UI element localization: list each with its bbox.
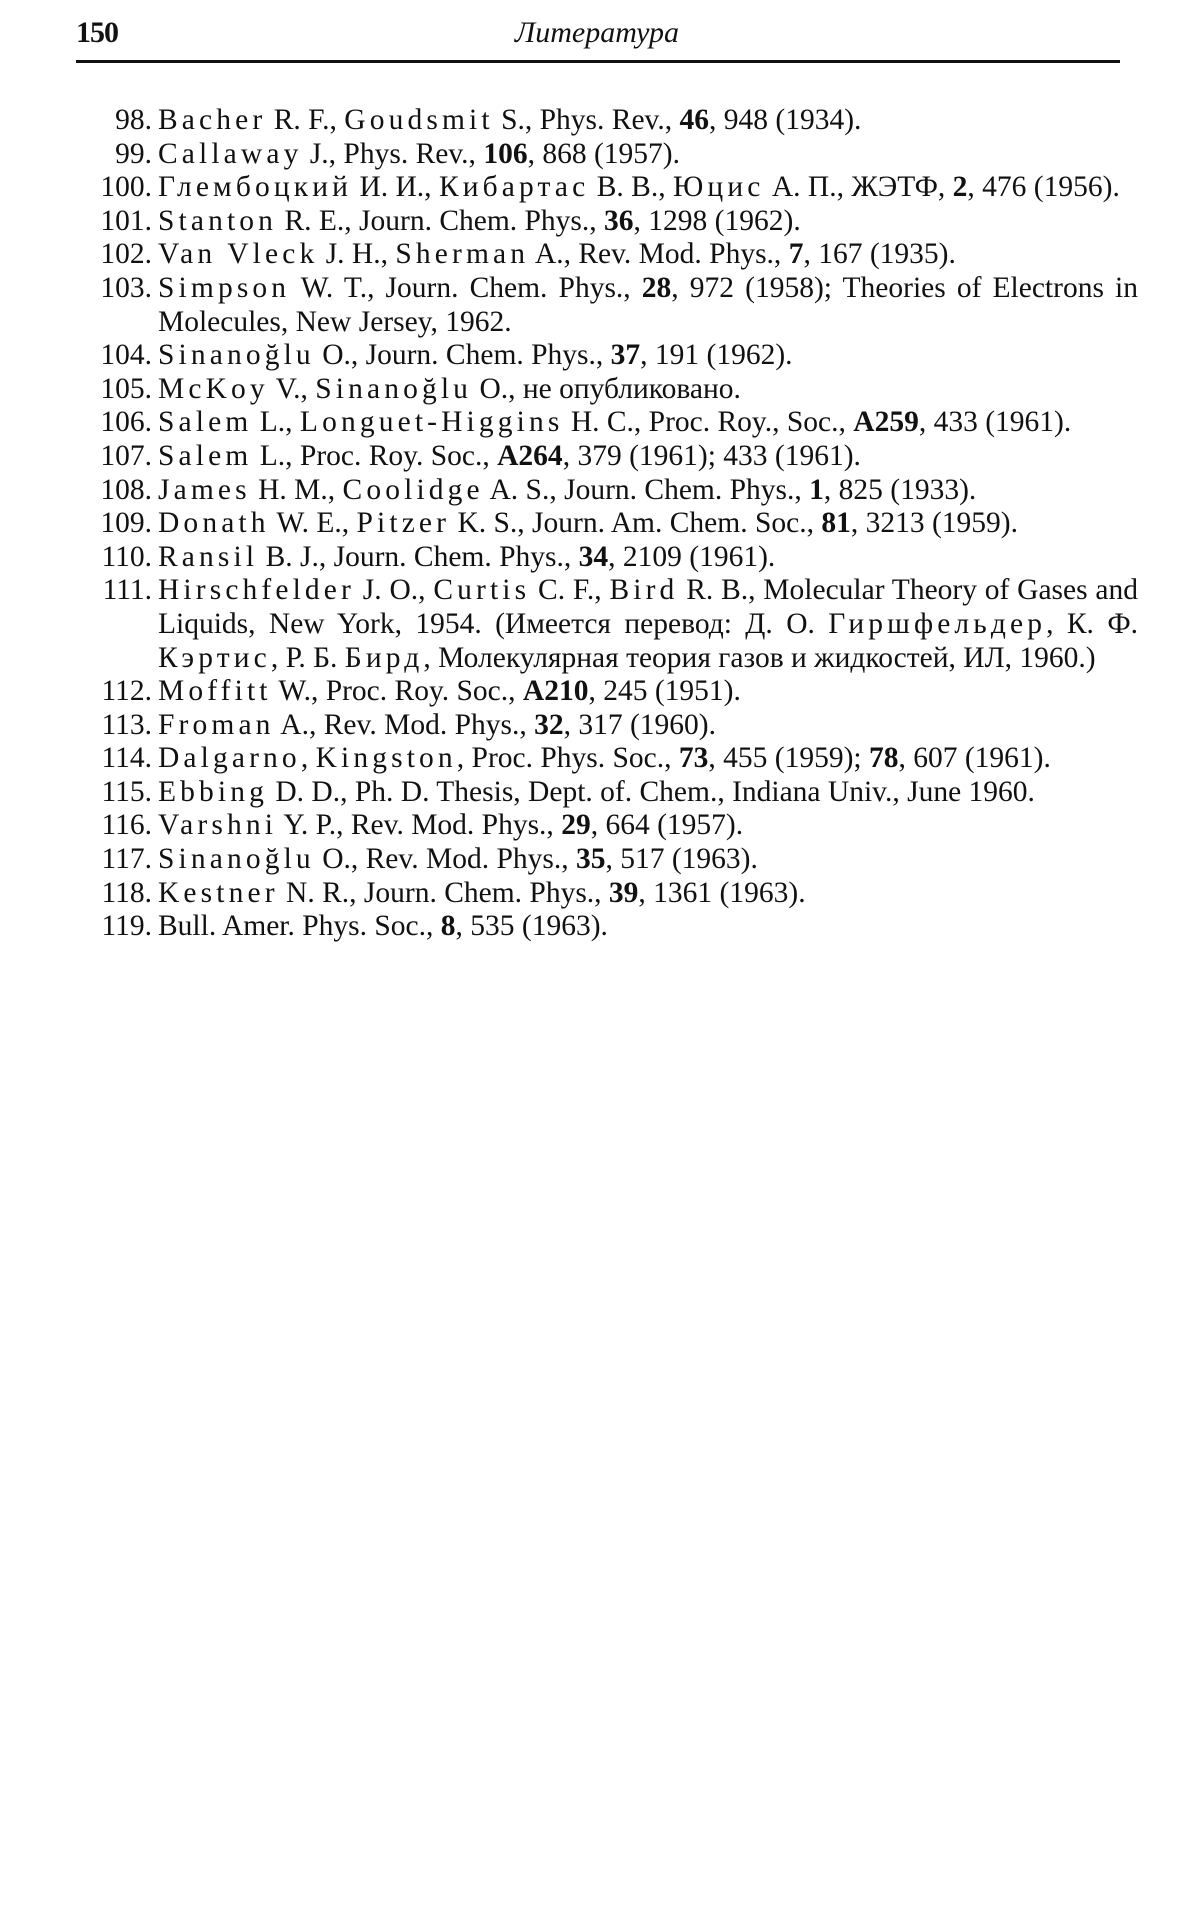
author-name: Sherman (395, 238, 530, 271)
author-name: Ransil (158, 540, 259, 573)
author-name: Кэртис (158, 641, 271, 674)
citation-text: L., Proc. Roy. Soc., (252, 439, 498, 472)
reference-text (155, 910, 1138, 944)
reference-text (155, 742, 1138, 776)
author-name: Sinanoğlu (315, 372, 473, 405)
author-name: Bacher (158, 104, 267, 136)
volume-number: 7 (788, 238, 804, 271)
running-title: Литература (514, 16, 680, 49)
reference-list (80, 104, 1138, 944)
reference-number: 115. (101, 775, 152, 808)
citation-text: Bull. Amer. Phys. Soc., (158, 910, 441, 943)
author-name: Salem (158, 439, 253, 472)
citation-text: D. D., Ph. D. Thesis, Dept. of. Chem., Indiana Univ., June 1960. (268, 775, 1035, 808)
reference-text (155, 877, 1138, 911)
reference-number: 105. (100, 372, 152, 405)
reference-item (80, 809, 1138, 843)
volume-number: 73 (678, 742, 709, 775)
reference-number: 102. (100, 238, 152, 271)
reference-text (155, 406, 1138, 440)
reference-number: 117. (101, 843, 152, 876)
reference-text (155, 574, 1138, 675)
reference-item (80, 406, 1138, 440)
citation-text: J. O., (355, 574, 434, 607)
author-name: Varshni (158, 809, 278, 842)
citation-text: , 664 (1957). (590, 809, 744, 842)
citation-text: J. H., (318, 238, 396, 271)
author-name: Sinanoğlu (158, 339, 315, 372)
reference-item (80, 742, 1138, 776)
reference-number: 98. (115, 104, 152, 136)
author-name: Sinanoğlu (158, 843, 315, 876)
reference-number: 104. (100, 339, 152, 372)
volume-number: 8 (440, 910, 456, 943)
page-number: 150 (76, 16, 118, 49)
volume-number: 32 (534, 708, 564, 741)
reference-item (80, 104, 1138, 138)
reference-number: 108. (100, 473, 152, 506)
citation-text: Y. P., Rev. Mod. Phys., (277, 809, 562, 842)
reference-number: 100. (100, 171, 152, 204)
citation-text: R. B., Molecular Theory of Gases and Liquids, New York, 1954. (Имеется перевод: Д. О. (158, 574, 1138, 640)
citation-text: , 476 (1956). (967, 171, 1120, 204)
reference-item (80, 373, 1138, 407)
citation-text: A., Rev. Mod. Phys., (274, 708, 535, 741)
citation-text: , 3213 (1959). (850, 507, 1018, 540)
reference-number: 101. (100, 204, 152, 237)
citation-text: , 825 (1933). (823, 473, 977, 506)
reference-number: 109. (100, 507, 152, 540)
reference-number: 116. (101, 809, 152, 842)
reference-number: 106. (100, 406, 152, 439)
reference-text (155, 272, 1138, 339)
volume-number: A264 (497, 439, 563, 472)
citation-text: A., Rev. Mod. Phys., (529, 238, 789, 271)
reference-item (80, 474, 1138, 508)
volume-number: 39 (608, 876, 639, 909)
volume-number: A259 (853, 406, 919, 439)
reference-text (155, 776, 1138, 810)
volume-number: 78 (868, 742, 899, 775)
citation-text: S., Phys. Rev., (493, 104, 680, 136)
author-name: Simpson (158, 271, 291, 304)
reference-number: 112. (101, 675, 152, 708)
reference-item (80, 507, 1138, 541)
citation-text: W. E., (269, 507, 357, 540)
reference-item (80, 776, 1138, 810)
reference-item (80, 877, 1138, 911)
citation-text: J., Phys. Rev., (302, 137, 484, 170)
reference-item (80, 574, 1138, 675)
citation-text: , 1298 (1962). (633, 204, 801, 237)
author-name: Callaway (158, 137, 303, 170)
reference-number: 107. (100, 439, 152, 472)
reference-item (80, 440, 1138, 474)
author-name: Бирд (344, 641, 424, 674)
volume-number: 81 (821, 507, 851, 540)
reference-number: 113. (101, 708, 152, 741)
author-name: Moffitt (158, 675, 272, 708)
reference-number: 103. (100, 271, 152, 304)
author-name: Kestner (158, 876, 279, 909)
citation-text: , 433 (1961). (918, 406, 1072, 439)
reference-item (80, 709, 1138, 743)
volume-number: 36 (604, 204, 634, 237)
reference-text (155, 205, 1138, 239)
reference-text (155, 440, 1138, 474)
running-head (72, 14, 1122, 58)
volume-number: 28 (641, 271, 672, 304)
reference-text (155, 238, 1138, 272)
volume-number: 34 (578, 540, 609, 573)
reference-number: 110. (101, 540, 152, 573)
citation-text: , (300, 742, 316, 775)
citation-text: W., Proc. Roy. Soc., (271, 675, 523, 708)
volume-number: 37 (610, 339, 641, 372)
citation-text: , 948 (1934). (709, 104, 862, 136)
author-name: Salem (158, 406, 253, 439)
citation-text: , 245 (1951). (588, 675, 741, 708)
reference-text (155, 541, 1138, 575)
reference-text (155, 138, 1138, 172)
author-name: Гиршфельдер (828, 607, 1047, 640)
citation-text: A. S., Journ. Chem. Phys., (483, 473, 810, 506)
reference-item (80, 675, 1138, 709)
citation-text: , 535 (1963). (455, 910, 608, 943)
reference-text (155, 373, 1138, 407)
citation-text: , К. Ф. (1046, 607, 1139, 640)
volume-number: 1 (809, 473, 824, 506)
citation-text: , 1361 (1963). (638, 876, 806, 909)
citation-text: , 455 (1959); (708, 742, 869, 775)
reference-number: 99. (115, 137, 152, 170)
volume-number: 29 (561, 809, 591, 842)
reference-item (80, 272, 1138, 339)
reference-text (155, 474, 1138, 508)
reference-text (155, 675, 1138, 709)
citation-text: И. И., (352, 171, 439, 204)
citation-text: R. E., Journ. Chem. Phys., (277, 204, 605, 237)
reference-item (80, 138, 1138, 172)
author-name: Bird (609, 574, 679, 607)
author-name: Юцис (672, 171, 765, 204)
author-name: Goudsmit (344, 104, 494, 136)
author-name: Kingston (315, 742, 457, 775)
citation-text: , Proc. Phys. Soc., (456, 742, 679, 775)
author-name: Longuet-Higgins (299, 406, 564, 439)
author-name: Hirschfelder (158, 574, 355, 607)
citation-text: , 868 (1957). (527, 137, 680, 170)
citation-text: , 517 (1963). (605, 843, 758, 876)
citation-text: N. R., Journ. Chem. Phys., (278, 876, 609, 909)
volume-number: A210 (522, 675, 589, 708)
author-name: Curtis (433, 574, 531, 607)
author-name: Pitzer (356, 507, 451, 540)
reference-text (155, 809, 1138, 843)
citation-text: , 167 (1935). (803, 238, 956, 271)
reference-text (155, 709, 1138, 743)
citation-text: А. П., ЖЭТФ, (764, 171, 953, 204)
reference-number: 118. (101, 876, 152, 909)
citation-text: L., (252, 406, 300, 439)
author-name: Stanton (158, 204, 278, 237)
citation-text: , 379 (1961); 433 (1961). (562, 439, 861, 472)
reference-text (155, 339, 1138, 373)
citation-text: K. S., Journ. Am. Chem. Soc., (450, 507, 822, 540)
citation-text: R. F., (266, 104, 345, 136)
reference-item (80, 541, 1138, 575)
reference-text (155, 507, 1138, 541)
citation-text: , 607 (1961). (898, 742, 1051, 775)
citation-text: , 2109 (1961). (608, 540, 776, 573)
author-name: Coolidge (342, 473, 484, 506)
reference-item (80, 843, 1138, 877)
reference-text (155, 843, 1138, 877)
reference-item (80, 238, 1138, 272)
citation-text: W. T., Journ. Chem. Phys., (290, 271, 642, 304)
volume-number: 106 (483, 137, 528, 170)
reference-text (155, 171, 1138, 205)
citation-text: , 191 (1962). (640, 339, 793, 372)
reference-item (80, 339, 1138, 373)
volume-number: 2 (952, 171, 968, 204)
author-name: Donath (158, 507, 270, 540)
citation-text: , Молекулярная теория газов и жидкостей, ИЛ, 1960.) (423, 641, 1096, 674)
citation-text: , Р. Б. (270, 641, 345, 674)
author-name: McKoy (158, 372, 269, 405)
citation-text: В. В., (589, 171, 673, 204)
citation-text: V., (268, 372, 316, 405)
citation-text: , 972 (1958); Theories of Electrons in Molecules, New Jersey, 1962. (158, 271, 1138, 338)
reference-item (80, 205, 1138, 239)
header-rule (76, 60, 1120, 63)
author-name: Dalgarno (158, 742, 301, 775)
reference-number: 119. (101, 910, 152, 943)
volume-number: 35 (575, 843, 606, 876)
reference-text (155, 104, 1138, 138)
reference-item (80, 171, 1138, 205)
author-name: Ebbing (158, 775, 268, 808)
author-name: James (158, 473, 251, 506)
citation-text: C. F., (530, 574, 610, 607)
reference-item (80, 910, 1138, 944)
volume-number: 46 (679, 104, 709, 136)
citation-text: B. J., Journ. Chem. Phys., (258, 540, 579, 573)
author-name: Froman (158, 708, 275, 741)
author-name: Глембоцкий (158, 171, 353, 204)
citation-text: H. M., (250, 473, 343, 506)
citation-text: H. C., Proc. Roy., Soc., (563, 406, 854, 439)
citation-text: O., Rev. Mod. Phys., (314, 843, 576, 876)
reference-number: 114. (101, 742, 152, 775)
citation-text: O., Journ. Chem. Phys., (314, 339, 611, 372)
author-name: Van Vleck (158, 238, 319, 271)
citation-text: O., не опубликовано. (472, 372, 741, 405)
reference-number: 111. (102, 574, 152, 607)
author-name: Кибартас (438, 171, 590, 204)
citation-text: , 317 (1960). (563, 708, 716, 741)
